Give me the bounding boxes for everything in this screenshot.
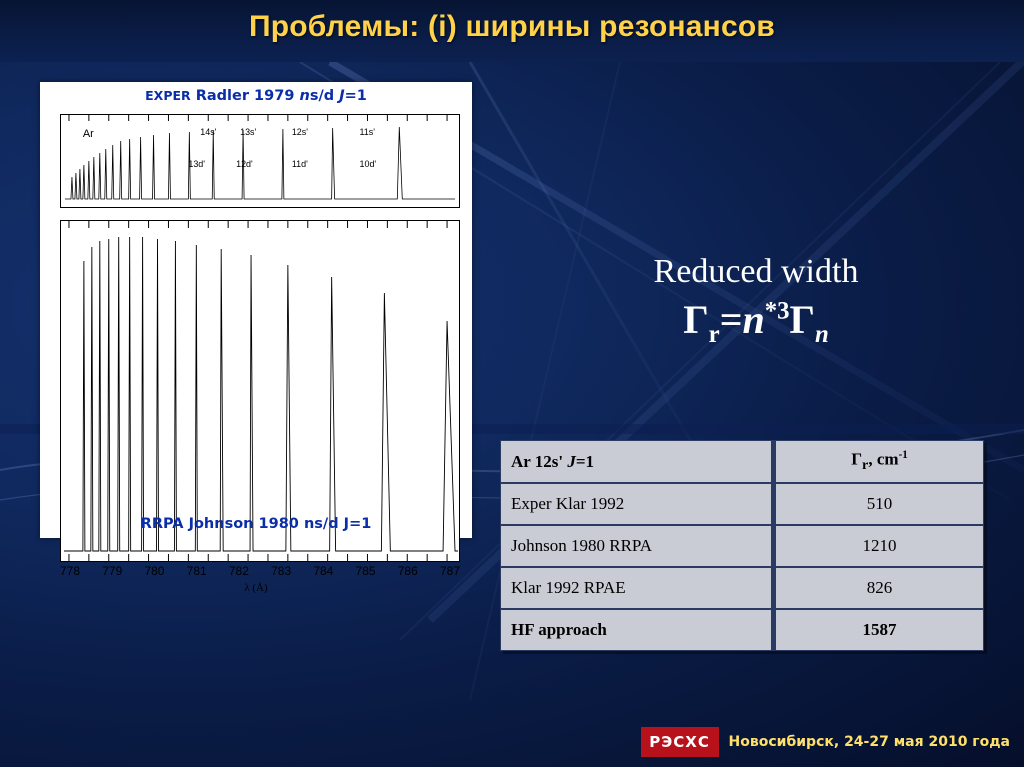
figure-x-tick-labels: [60, 564, 460, 578]
x-tick: 783: [271, 564, 292, 578]
figure-caption-top-prefix: EXPER: [145, 88, 191, 103]
reduced-width-block: [556, 252, 956, 350]
figure-caption-top-main: Radler 1979: [195, 88, 295, 104]
figure-caption-bottom-jval: =1: [349, 516, 372, 532]
x-tick: 784: [313, 564, 334, 578]
spectrum-plot-bottom: [60, 220, 460, 562]
svg-text:12s': 12s': [291, 126, 308, 138]
reduced-width-heading: Reduced width: [653, 253, 859, 290]
table-row: [500, 567, 984, 609]
table-cell-label: Klar 1992 RPAE: [500, 567, 775, 609]
spectrum-plot-bottom-svg: [61, 221, 459, 561]
formula-gamma-r: Γ: [683, 297, 709, 343]
svg-text:10d': 10d': [359, 158, 377, 170]
formula-sub-n: n: [814, 321, 829, 349]
table-header-gamma: Γ: [851, 449, 863, 469]
figure-caption-bottom-italic: n: [303, 516, 315, 532]
formula-sub-r: r: [708, 321, 720, 349]
table-header-row: [500, 440, 984, 483]
figure-caption-top: [40, 88, 472, 104]
table-cell-label: HF approach: [500, 609, 775, 651]
reduced-width-formula: [556, 297, 956, 350]
table-cell-value: 1210: [775, 525, 984, 567]
table-cell-value: 826: [775, 567, 984, 609]
table-row: [500, 609, 984, 651]
x-tick: 778: [60, 564, 81, 578]
x-tick: 786: [397, 564, 418, 578]
figure-x-axis-label: λ (Å): [244, 582, 268, 594]
figure-caption-top-italic: n: [299, 88, 310, 104]
footer-text: Новосибирск, 24-27 мая 2010 года: [728, 734, 1010, 750]
formula-n: n: [742, 297, 765, 343]
table-cell-label: Exper Klar 1992: [500, 483, 775, 525]
x-tick: 782: [228, 564, 249, 578]
figure-panel: [40, 82, 472, 594]
table-header-left: [500, 440, 775, 483]
x-tick: 781: [186, 564, 207, 578]
formula-equals: =: [719, 297, 743, 343]
table-header-unit: , cm: [868, 449, 899, 469]
figure-caption-top-rest: s/d: [309, 88, 335, 104]
figure-caption-bottom-rest: s/d: [314, 516, 339, 532]
spectrum-plot-top: [60, 114, 460, 208]
table-header-left-italic: J: [567, 451, 576, 471]
svg-text:14s': 14s': [200, 126, 217, 138]
table-header-left-tail: =1: [575, 451, 595, 471]
svg-text:13d': 13d': [188, 158, 206, 170]
table-row: [500, 525, 984, 567]
table-cell-value: 510: [775, 483, 984, 525]
svg-text:12d': 12d': [236, 158, 253, 170]
x-tick: 787: [439, 564, 460, 578]
formula-gamma-n: Γ: [789, 297, 815, 343]
footer: [641, 727, 1010, 757]
conference-logo-icon: РЭСХС: [641, 727, 719, 757]
formula-star3: *3: [764, 297, 790, 325]
svg-text:11s': 11s': [359, 126, 375, 138]
svg-text:11d': 11d': [291, 158, 308, 170]
table-header-gamma-sub: r: [862, 457, 869, 474]
figure-caption-bottom-j: J: [343, 516, 350, 532]
table-cell-value: 1587: [775, 609, 984, 651]
x-tick: 785: [355, 564, 376, 578]
x-tick: 780: [144, 564, 165, 578]
table-cell-label: Johnson 1980 RRPA: [500, 525, 775, 567]
spectrum-plot-top-svg: [61, 115, 459, 207]
figure-caption-top-j: J: [339, 88, 345, 104]
svg-text:13s': 13s': [240, 126, 257, 138]
results-table: [500, 440, 984, 651]
table-header-unit-sup: -1: [898, 449, 908, 461]
figure-caption-top-jval: =1: [344, 88, 367, 104]
table-header-left-plain: Ar 12s': [511, 451, 568, 471]
table-header-right: [775, 440, 984, 483]
page-title: Проблемы: (i) ширины резонансов: [248, 10, 776, 43]
svg-text:Ar: Ar: [82, 127, 94, 141]
figure-caption-bottom: [40, 516, 472, 532]
table-row: [500, 483, 984, 525]
figure-caption-bottom-main: RRPA Johnson 1980: [140, 516, 299, 532]
x-tick: 779: [102, 564, 123, 578]
